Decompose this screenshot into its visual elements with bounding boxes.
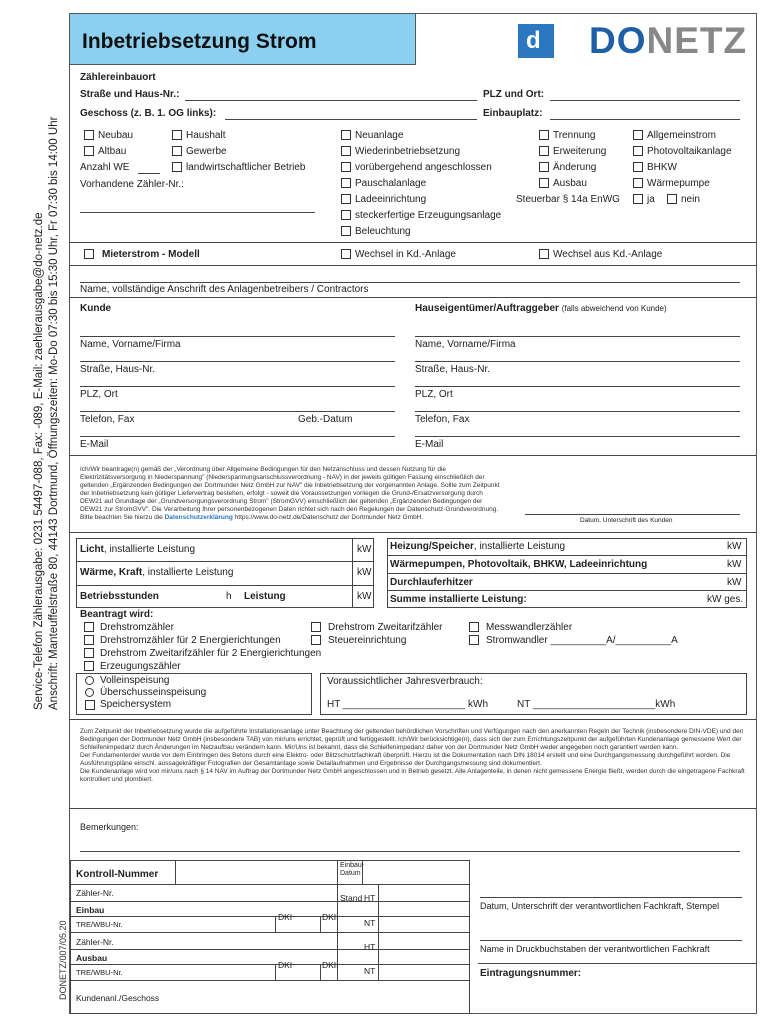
steuerbar-label: Steuerbar § 14a EnWG — [516, 194, 620, 205]
owner-email-label: E-Mail — [415, 439, 444, 450]
messwandler-checkbox[interactable] — [469, 622, 479, 632]
owner-phone-field[interactable] — [415, 411, 740, 412]
heizung-label: Heizung/Speicher, installierte Leistung — [390, 541, 566, 552]
consent-text: Ich/Wir beantrage(n) gemäß der „Verordnung über Allgemeine Bedingungen für den Netzanschluss und dessen Nutzung für die Elektrizitätsversorgung in Niederspannung" (Niederspannungsanschlussverordnung - NAV) in der jeweils gültigen Fassung einschließlich der geltenden „Ergänzenden Bedingungen der Dortmunder Netz GmbH zur NAV" die Inbetriebsetzung der vorgenannten Anlage. Sollte zum Zeitpunkt der Inbetriebsetzung kein gültiger Liefervertrag bestehen, erfolgt - soweit die Voraussetzungen vorliegen die Grund-/Ersatzversorgung durch DEW21 auf Grundlage der „Grundversorgungsverordnung Strom" (StromGVV) einschließlich der geltenden „Ergänzenden Bedingungen der DEW21 zur StromGVV". Die Verarbeitung Ihrer personenbezogenen Daten richtet sich nach den Regelungen der Datenschutz-Grundverordnung. Bitte beachten Sie hierzu die Datenschutzerklärung https://www.do-netz.de/Datenschutz der Dortmunder Netz GmbH. — [80, 466, 500, 521]
kunde-plz-field[interactable] — [80, 386, 395, 387]
neubau-checkbox[interactable] — [84, 130, 94, 140]
ausbau-label: Ausbau — [553, 178, 587, 189]
customer-signature-label: Datum, Unterschrift des Kunden — [580, 517, 673, 524]
gewerbe-checkbox[interactable] — [172, 146, 182, 156]
einbau-label: Einbau — [76, 905, 105, 915]
waerme-kw: kW — [357, 567, 372, 578]
nein-checkbox[interactable] — [667, 194, 677, 204]
kunde-email-field[interactable] — [80, 436, 395, 437]
kunde-street-field[interactable] — [80, 361, 395, 362]
customer-signature-field[interactable] — [525, 514, 740, 515]
contractor-label: Name, vollständige Anschrift des Anlagenbetreibers / Contractors — [80, 284, 369, 295]
ueberschuss-label: Überschusseinspeisung — [100, 687, 207, 698]
ueberschuss-radio[interactable] — [85, 688, 94, 697]
birth-label: Geb.-Datum — [298, 414, 353, 425]
summe-label: Summe installierte Leistung: — [390, 594, 527, 605]
owner-street-field[interactable] — [415, 361, 740, 362]
street-field[interactable] — [185, 100, 477, 101]
drehstrom2-label: Drehstromzähler für 2 Energierichtungen — [100, 635, 281, 646]
eintrag-label: Eintragungsnummer: — [480, 968, 582, 979]
owner-email-field[interactable] — [415, 436, 740, 437]
specialist-name-label: Name in Druckbuchstaben der verantwortlichen Fachkraft — [480, 944, 710, 954]
neubau-label: Neubau — [98, 130, 134, 141]
aenderung-checkbox[interactable] — [539, 162, 549, 172]
messwandler-label: Messwandlerzähler — [486, 622, 573, 633]
heizung-kw: kW — [727, 541, 742, 552]
zweitarif-label: Drehstrom Zweitarifzähler — [328, 622, 443, 633]
dkii-label-2: DKII — [322, 960, 339, 970]
wiederinbetrieb-label: Wiederinbetriebsetzung — [355, 146, 461, 157]
allgemeinstrom-checkbox[interactable] — [633, 130, 643, 140]
logo-icon: d — [518, 24, 554, 58]
stand-label: Stand — [340, 893, 363, 903]
altbau-checkbox[interactable] — [84, 146, 94, 156]
contractor-field[interactable] — [80, 282, 740, 283]
ausbau-label: Ausbau — [76, 953, 108, 963]
anzahl-we-field[interactable] — [138, 173, 160, 174]
neuanlage-label: Neuanlage — [355, 130, 404, 141]
betrieb-kw: kW — [357, 591, 372, 602]
betrieb-h: h — [226, 591, 232, 602]
trew-label-1: TRE/WBU-Nr. — [76, 920, 123, 929]
betrieb-leistung: Leistung — [244, 591, 286, 602]
mieterstrom-checkbox[interactable] — [84, 249, 94, 259]
kunde-name-field[interactable] — [80, 336, 395, 337]
summe-kw: kW ges. — [707, 594, 744, 605]
zweitarif2-checkbox[interactable] — [84, 648, 94, 658]
trew-label-2: TRE/WBU-Nr. — [76, 968, 123, 977]
statement-text: Zum Zeitpunkt der Inbetriebsetzung wurde die aufgeführte Installationsanlage unter Beachtung der geltenden behördlichen Vorschriften und Verfügungen nach den anerkannten Regeln der Technik (insbesondere DIN-VDE) und den Bedingungen der Dortmunder Netz GmbH (insbesondere TAB) von mir/uns errichtet, geprüft und fertiggestellt. Ich/Wir berücksichtige(n), dass sich der zum Errichtungszeitpunkt der aufgeführten Kundenanlage gemessene Wert der Schleifenimpedanz durch Änderungen im Netzaufbau verändern kann. Mir/Uns ist bekannt, dass die Schleifenimpedanz daher von der Dortmunder Netz GmbH weder angegeben noch garantiert werden kann. Der Fundamenterder wurde vor dem Einbringen des Betons durch eine Elektro- oder Blitzschutzfachkraft überprüft. Hierzu ist die Dokumentation nach DIN 18014 erstellt und eine Durchgangsmessung durchgeführt worden. Die Ausführungspläne einschl. aussagekräftiger Fotografien der Gesamtanlage sowie Detailaufnahmen und Ergebnisse der Durchgangsmessung sind dokumentiert. Die Kundenanlage wird von mir/uns nach § 14 NAV im Auftrag der Dortmunder Netz GmbH angeschlossen und in Betrieb gesetzt. Alle Anlagenteile, in denen nicht gemessene Energie fließt, werden durch die eingetragene Fachkraft kontrolliert und plombiert. — [80, 728, 745, 783]
wp-label: Wärmepumpen, Photovoltaik, BHKW, Ladeeinrichtung — [390, 559, 648, 570]
kunde-name-label: Name, Vorname/Firma — [80, 339, 181, 350]
owner-phone-label: Telefon, Fax — [415, 414, 470, 425]
stromwandler-label: Stromwandler __________A/__________A — [486, 635, 678, 646]
trennung-label: Trennung — [553, 130, 596, 141]
landwirtschaft-label: landwirtschaftlicher Betrieb — [186, 162, 306, 173]
specialist-signature-label: Datum, Unterschrift der verantwortlichen Fachkraft, Stempel — [480, 901, 720, 911]
zweitarif2-label: Drehstrom Zweitarifzähler für 2 Energierichtungen — [100, 648, 322, 659]
specialist-signature-field[interactable] — [480, 897, 742, 898]
kunde-plz-label: PLZ, Ort — [80, 389, 118, 400]
nt-label-2: NT — [364, 966, 376, 976]
waermepumpe-label: Wärmepumpe — [647, 178, 710, 189]
steuer-checkbox[interactable] — [311, 635, 321, 645]
nt-field[interactable]: NT ______________________kWh — [517, 699, 676, 710]
owner-heading: Hauseigentümer/Auftraggeber (falls abweichend von Kunde) — [415, 303, 667, 314]
drehstrom2-checkbox[interactable] — [84, 635, 94, 645]
ja-label: ja — [647, 194, 655, 205]
wechsel-aus-checkbox[interactable] — [539, 249, 549, 259]
remarks-field[interactable] — [80, 851, 740, 852]
trennung-checkbox[interactable] — [539, 130, 549, 140]
allgemeinstrom-label: Allgemeinstrom — [647, 130, 716, 141]
street-label: Straße und Haus-Nr.: — [80, 89, 180, 100]
ja-checkbox[interactable] — [633, 194, 643, 204]
beleuchtung-label: Beleuchtung — [355, 226, 411, 237]
plz-field[interactable] — [550, 100, 740, 101]
altbau-label: Altbau — [98, 146, 127, 157]
aenderung-label: Änderung — [553, 162, 597, 173]
place-field[interactable] — [550, 119, 740, 120]
speicher-label: Speichersystem — [100, 699, 172, 710]
requested-heading: Beantragt wird: — [80, 609, 154, 620]
kunde-heading: Kunde — [80, 303, 112, 314]
dki-label-2: DKI — [278, 960, 293, 970]
wechsel-aus-label: Wechsel aus Kd.-Anlage — [553, 249, 663, 260]
voruebergehend-label: vorübergehend angeschlossen — [355, 162, 492, 173]
pv-checkbox[interactable] — [633, 146, 643, 156]
kundenanl-label: Kundenanl./Geschoss — [76, 993, 160, 1003]
floor-label: Geschoss (z. B. 1. OG links): — [80, 108, 217, 119]
vorhandene-label: Vorhandene Zähler-Nr.: — [80, 179, 184, 190]
nt-label-1: NT — [364, 918, 376, 928]
anzahl-we-label: Anzahl WE — [80, 162, 130, 173]
specialist-name-field[interactable] — [480, 940, 742, 941]
wechsel-in-checkbox[interactable] — [341, 249, 351, 259]
pauschal-checkbox[interactable] — [341, 178, 351, 188]
speicher-checkbox[interactable] — [85, 700, 95, 710]
licht-label: Licht, installierte Leistung — [80, 544, 196, 555]
place-label: Einbauplatz: — [483, 108, 543, 119]
ht-label-1: HT — [364, 893, 376, 903]
kunde-street-label: Straße, Haus-Nr. — [80, 364, 156, 375]
neuanlage-checkbox[interactable] — [341, 130, 351, 140]
remarks-label: Bemerkungen: — [80, 822, 139, 832]
pv-label: Photovoltaikanlage — [647, 146, 732, 157]
wiederinbetrieb-checkbox[interactable] — [341, 146, 351, 156]
owner-plz-field[interactable] — [415, 386, 740, 387]
bhkw-label: BHKW — [647, 162, 677, 173]
ausbau-checkbox[interactable] — [539, 178, 549, 188]
einbau-datum-label: Einbau-Datum — [340, 862, 365, 877]
erweiterung-checkbox[interactable] — [539, 146, 549, 156]
voll-radio[interactable] — [85, 676, 94, 685]
haushalt-label: Haushalt — [186, 130, 226, 141]
dkii-label-1: DKII — [322, 912, 339, 922]
voruebergehend-checkbox[interactable] — [341, 162, 351, 172]
dki-label-1: DKI — [278, 912, 293, 922]
durchlauf-label: Durchlauferhitzer — [390, 577, 473, 588]
vorhandene-field[interactable] — [80, 212, 315, 213]
location-heading: Zählereinbauort — [80, 72, 156, 83]
control-title: Kontroll-Nummer — [76, 869, 159, 880]
betrieb-label: Betriebsstunden — [80, 591, 159, 602]
erweiterung-label: Erweiterung — [553, 146, 607, 157]
zaehler-nr-label-1: Zähler-Nr. — [76, 888, 114, 898]
kunde-phone-label: Telefon, Fax — [80, 414, 135, 425]
ht-field[interactable]: HT ______________________ kWh — [327, 699, 489, 710]
stromwandler-checkbox[interactable] — [469, 635, 479, 645]
stecker-checkbox[interactable] — [341, 210, 351, 220]
drehstrom-checkbox[interactable] — [84, 622, 94, 632]
lade-label: Ladeeinrichtung — [355, 194, 427, 205]
page-title: Inbetriebsetzung Strom — [82, 30, 317, 53]
voll-label: Volleinspeisung — [100, 675, 170, 686]
erzeugung-label: Erzeugungszähler — [100, 661, 181, 672]
landwirtschaft-checkbox[interactable] — [172, 162, 182, 172]
stecker-label: steckerfertige Erzeugungsanlage — [355, 210, 502, 221]
ht-label-2: HT — [364, 942, 376, 952]
plz-label: PLZ und Ort: — [483, 89, 545, 100]
bhkw-checkbox[interactable] — [633, 162, 643, 172]
wechsel-in-label: Wechsel in Kd.-Anlage — [355, 249, 456, 260]
floor-field[interactable] — [225, 119, 477, 120]
waermepumpe-checkbox[interactable] — [633, 178, 643, 188]
zaehler-nr-label-2: Zähler-Nr. — [76, 937, 114, 947]
drehstrom-label: Drehstromzähler — [100, 622, 174, 633]
gewerbe-label: Gewerbe — [186, 146, 227, 157]
nein-label: nein — [681, 194, 700, 205]
erzeugung-checkbox[interactable] — [84, 661, 94, 671]
pauschal-label: Pauschalanlage — [355, 178, 427, 189]
kunde-phone-field[interactable] — [80, 411, 395, 412]
owner-street-label: Straße, Haus-Nr. — [415, 364, 491, 375]
side-address-text: Anschrift: Manteuffelstraße 80, 44143 Dortmund, Öffnungszeiten: Mo-Do 07:30 bis 15:30 Uhr, Fr 07:30 bis 14:00 Uhr — [48, 116, 60, 710]
steuer-label: Steuereinrichtung — [328, 635, 407, 646]
verbrauch-label: Voraussichtlicher Jahresverbrauch: — [327, 676, 483, 687]
form-code: DONETZ/007/05.20 — [58, 920, 68, 1000]
owner-plz-label: PLZ, Ort — [415, 389, 453, 400]
logo-wordmark: DONETZ — [589, 20, 748, 61]
mieterstrom-label: Mieterstrom - Modell — [102, 249, 200, 260]
lade-checkbox[interactable] — [341, 194, 351, 204]
wp-kw: kW — [727, 559, 742, 570]
haushalt-checkbox[interactable] — [172, 130, 182, 140]
side-service-text: Service-Telefon Zählerausgabe: 0231 54497-088, Fax: -089, E-Mail: zaehlerausgabe@do-netz.de — [33, 212, 45, 710]
owner-name-label: Name, Vorname/Firma — [415, 339, 516, 350]
durchlauf-kw: kW — [727, 577, 742, 588]
waerme-label: Wärme, Kraft, installierte Leistung — [80, 567, 234, 578]
zweitarif-checkbox[interactable] — [311, 622, 321, 632]
kunde-email-label: E-Mail — [80, 439, 109, 450]
beleuchtung-checkbox[interactable] — [341, 226, 351, 236]
title-banner — [70, 14, 416, 65]
licht-kw: kW — [357, 544, 372, 555]
owner-name-field[interactable] — [415, 336, 740, 337]
